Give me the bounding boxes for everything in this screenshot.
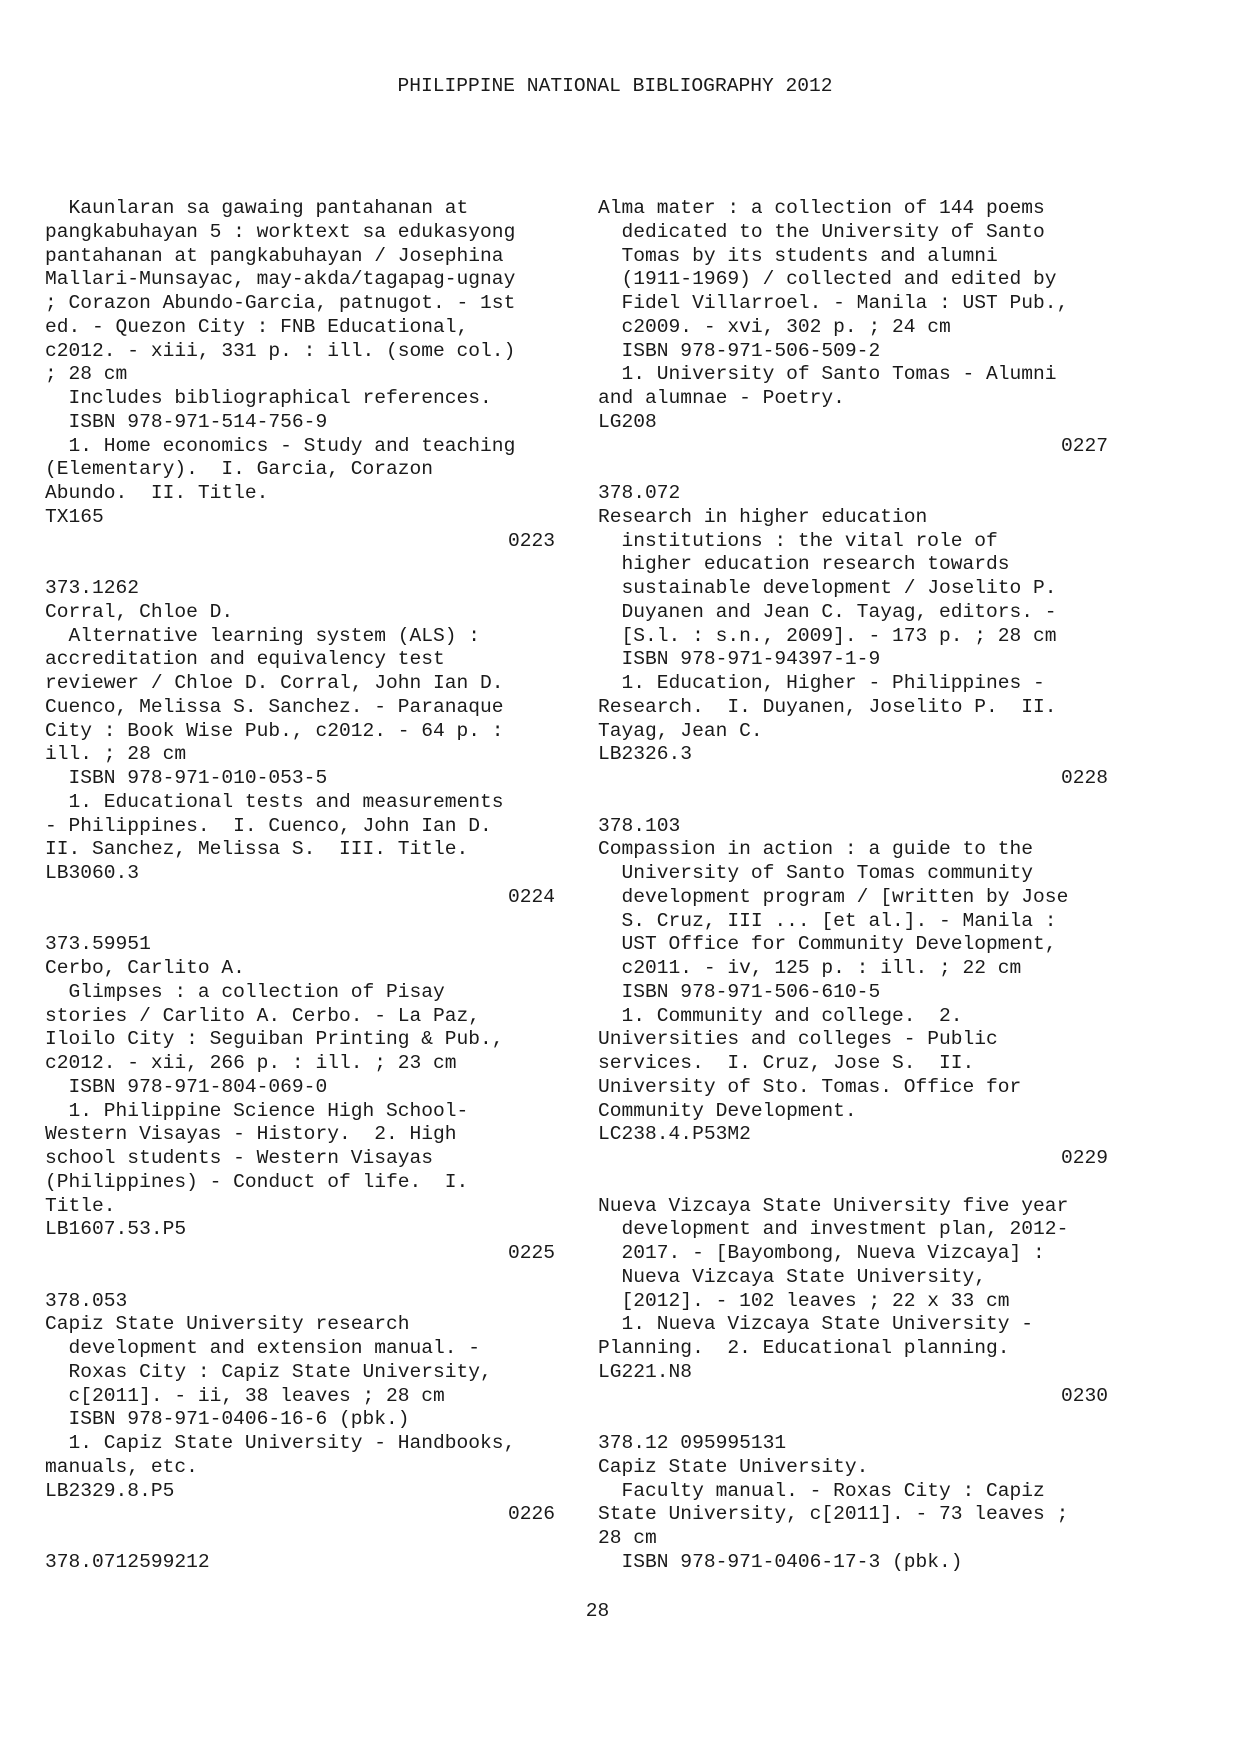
bibliography-line: ISBN 978-971-506-509-2 (598, 339, 881, 362)
bibliography-line: c2011. - iv, 125 p. : ill. ; 22 cm (598, 957, 1022, 979)
bibliography-line: ISBN 978-971-010-053-5 (45, 767, 328, 789)
entry-number: 0229 (1060, 1147, 1108, 1169)
bibliography-line: Capiz State University. (598, 1455, 869, 1478)
right-column (598, 197, 1108, 1575)
bibliography-line: Compassion in action : a guide to the (598, 838, 1034, 861)
bibliography-line (45, 1527, 555, 1551)
bibliography-line: ISBN 978-971-804-069-0 (45, 1075, 328, 1098)
bibliography-line: accreditation and equivalency test (45, 648, 445, 671)
bibliography-line: [S.l. : s.n., 2009]. - 173 p. ; 28 cm (598, 624, 1057, 647)
bibliography-line: ; Corazon Abundo-Garcia, patnugot. - 1st (45, 292, 516, 314)
bibliography-line: University of Santo Tomas community (598, 862, 1034, 884)
bibliography-line: [2012]. - 102 leaves ; 22 x 33 cm (598, 1289, 1010, 1312)
bibliography-line: Faculty manual. - Roxas City : Capiz (598, 1479, 1045, 1502)
bibliography-line: ISBN 978-971-0406-16-6 (pbk.) (45, 1408, 410, 1431)
bibliography-line: LB2326.3 (598, 743, 693, 766)
bibliography-line: ; 28 cm (45, 363, 128, 386)
bibliography-line: (Elementary). I. Garcia, Corazon (45, 458, 434, 481)
bibliography-line: ISBN 978-971-94397-1-9 (598, 648, 881, 671)
bibliography-line: 378.0712599212 (45, 1550, 210, 1573)
entry-number: 0225 (507, 1242, 555, 1264)
bibliography-line (45, 553, 555, 577)
bibliography-line: Cuenco, Melissa S. Sanchez. - Paranaque (45, 695, 504, 718)
bibliography-line: 28 cm (598, 1527, 657, 1549)
bibliography-line: City : Book Wise Pub., c2012. - 64 p. : (45, 719, 504, 742)
bibliography-line (45, 1266, 555, 1290)
bibliography-line: Roxas City : Capiz State University, (45, 1360, 492, 1383)
bibliography-line (598, 1408, 1108, 1432)
bibliography-line: 378.053 (45, 1289, 128, 1312)
bibliography-line: 378.103 (598, 814, 681, 837)
bibliography-line: LG221.N8 (598, 1360, 693, 1383)
bibliography-line: 373.59951 (45, 933, 151, 956)
bibliography-line: Community Development. (598, 1099, 857, 1122)
entry-number: 0227 (1060, 434, 1108, 457)
bibliography-line: development and extension manual. - (45, 1337, 481, 1359)
bibliography-line: ISBN 978-971-506-610-5 (598, 980, 881, 1003)
bibliography-line: c2012. - xiii, 331 p. : ill. (some col.) (45, 339, 516, 362)
entry-number: 0223 (507, 529, 555, 552)
bibliography-line: - Philippines. I. Cuenco, John Ian D. (45, 814, 492, 837)
bibliography-line: Research in higher education (598, 505, 928, 528)
bibliography-line: ed. - Quezon City : FNB Educational, (45, 315, 469, 338)
bibliography-line: 378.12 095995131 (598, 1432, 787, 1454)
bibliography-line: c[2011]. - ii, 38 leaves ; 28 cm (45, 1384, 445, 1407)
bibliography-line: UST Office for Community Development, (598, 933, 1057, 956)
bibliography-line: higher education research towards (598, 553, 1010, 576)
bibliography-line: Alternative learning system (ALS) : (45, 624, 481, 647)
bibliography-line: 373.1262 (45, 577, 140, 599)
bibliography-line: pangkabuhayan 5 : worktext sa edukasyong (45, 220, 516, 243)
bibliography-line: 1. Capiz State University - Handbooks, (45, 1432, 516, 1454)
bibliography-line: ill. ; 28 cm (45, 743, 187, 766)
bibliography-line: TX165 (45, 505, 104, 528)
bibliography-line: 1. Community and college. 2. (598, 1004, 963, 1027)
bibliography-line: dedicated to the University of Santo (598, 220, 1045, 243)
bibliography-line: manuals, etc. (45, 1455, 198, 1478)
bibliography-line: State University, c[2011]. - 73 leaves ; (598, 1503, 1069, 1526)
bibliography-line: Western Visayas - History. 2. High (45, 1123, 457, 1146)
bibliography-line: 2017. - [Bayombong, Nueva Vizcaya] : (598, 1242, 1045, 1264)
bibliography-line: 1. Educational tests and measurements (45, 790, 504, 813)
bibliography-line: LB3060.3 (45, 862, 140, 884)
bibliography-line: sustainable development / Joselito P. (598, 577, 1057, 599)
bibliography-line: stories / Carlito A. Cerbo. - La Paz, (45, 1004, 481, 1027)
left-column (45, 197, 555, 1575)
bibliography-line: institutions : the vital role of (598, 529, 998, 552)
bibliography-line: Kaunlaran sa gawaing pantahanan at (45, 197, 469, 219)
entry-number: 0230 (1060, 1384, 1108, 1407)
bibliography-line: pantahanan at pangkabuhayan / Josephina (45, 244, 504, 267)
bibliography-line: Abundo. II. Title. (45, 482, 269, 504)
bibliography-line: S. Cruz, III ... [et al.]. - Manila : (598, 909, 1057, 932)
entry-number: 0226 (507, 1503, 555, 1526)
bibliography-line: ISBN 978-971-0406-17-3 (pbk.) (598, 1550, 963, 1573)
bibliography-line: 1. Education, Higher - Philippines - (598, 672, 1045, 694)
bibliography-line: Iloilo City : Seguiban Printing & Pub., (45, 1028, 504, 1051)
bibliography-line: Capiz State University research (45, 1313, 410, 1336)
bibliography-line: Title. (45, 1194, 116, 1217)
bibliography-line: Includes bibliographical references. (45, 387, 492, 409)
page-number: 28 (585, 1600, 610, 1622)
bibliography-line: Corral, Chloe D. (45, 600, 234, 623)
bibliography-line: Cerbo, Carlito A. (45, 957, 245, 979)
bibliography-line: 1. University of Santo Tomas - Alumni (598, 363, 1057, 386)
bibliography-line: 378.072 (598, 482, 681, 504)
bibliography-line: LC238.4.P53M2 (598, 1123, 751, 1146)
bibliography-line: Nueva Vizcaya State University five year (598, 1194, 1069, 1217)
bibliography-line: development program / [written by Jose (598, 885, 1069, 908)
bibliography-line (598, 458, 1108, 482)
entry-number: 0228 (1060, 767, 1108, 789)
bibliography-line: Alma mater : a collection of 144 poems (598, 197, 1045, 219)
bibliography-line: Tomas by its students and alumni (598, 244, 998, 267)
bibliography-line (45, 910, 555, 934)
bibliography-line: Duyanen and Jean C. Tayag, editors. - (598, 600, 1057, 623)
bibliography-line: LB2329.8.P5 (45, 1479, 175, 1502)
bibliography-line: 1. Nueva Vizcaya State University - (598, 1313, 1034, 1336)
entry-number: 0224 (507, 885, 555, 908)
bibliography-line: Glimpses : a collection of Pisay (45, 980, 445, 1003)
page-header: PHILIPPINE NATIONAL BIBLIOGRAPHY 2012 (397, 75, 833, 97)
bibliography-line: and alumnae - Poetry. (598, 387, 845, 409)
bibliography-line: reviewer / Chloe D. Corral, John Ian D. (45, 672, 504, 694)
bibliography-line: Nueva Vizcaya State University, (598, 1265, 987, 1288)
bibliography-line: development and investment plan, 2012- (598, 1218, 1069, 1241)
bibliography-line: Tayag, Jean C. (598, 719, 763, 742)
bibliography-line: Planning. 2. Educational planning. (598, 1337, 1010, 1359)
bibliography-line: ISBN 978-971-514-756-9 (45, 410, 328, 433)
bibliography-line: 1. Philippine Science High School- (45, 1099, 469, 1122)
bibliography-line: Mallari-Munsayac, may-akda/tagapag-ugnay (45, 268, 516, 291)
bibliography-line: LG208 (598, 410, 657, 433)
bibliography-line: (Philippines) - Conduct of life. I. (45, 1170, 469, 1193)
bibliography-line: Research. I. Duyanen, Joselito P. II. (598, 695, 1057, 718)
bibliography-line (598, 791, 1108, 815)
bibliography-line (598, 1171, 1108, 1195)
bibliography-line: LB1607.53.P5 (45, 1218, 187, 1241)
bibliography-line: services. I. Cruz, Jose S. II. (598, 1052, 975, 1074)
bibliography-line: c2009. - xvi, 302 p. ; 24 cm (598, 315, 951, 338)
bibliography-line: Universities and colleges - Public (598, 1028, 998, 1051)
bibliography-line: school students - Western Visayas (45, 1147, 434, 1169)
bibliography-line: 1. Home economics - Study and teaching (45, 434, 516, 457)
bibliography-line: Fidel Villarroel. - Manila : UST Pub., (598, 292, 1069, 314)
bibliography-line: University of Sto. Tomas. Office for (598, 1075, 1022, 1098)
bibliography-line: c2012. - xii, 266 p. : ill. ; 23 cm (45, 1052, 457, 1074)
bibliography-line: (1911-1969) / collected and edited by (598, 268, 1057, 291)
bibliography-line: II. Sanchez, Melissa S. III. Title. (45, 838, 469, 861)
